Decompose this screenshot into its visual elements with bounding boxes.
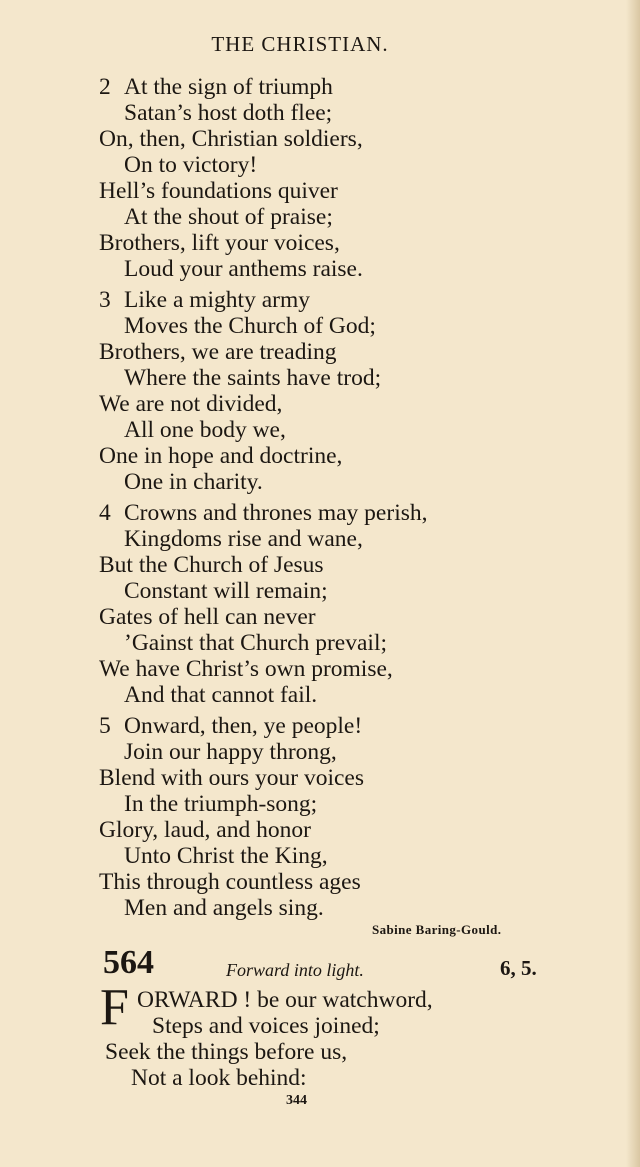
verse-line: In the triumph-song; (124, 791, 318, 817)
verse-line: One in hope and doctrine, (99, 443, 343, 469)
verse-number: 5 (99, 713, 111, 739)
verse-line: One in charity. (124, 469, 263, 495)
hymn-meter: 6, 5. (500, 956, 537, 980)
verse-line: Blend with ours your voices (99, 765, 364, 791)
verse-line: All one body we, (124, 417, 286, 443)
verse-line: ’Gainst that Church prevail; (124, 630, 387, 656)
verse-line: Kingdoms rise and wane, (124, 526, 363, 552)
verse-line: On to victory! (124, 152, 258, 178)
hymn-line: ORWARD ! be our watchword, (137, 987, 433, 1013)
hymn-line: Steps and voices joined; (152, 1013, 380, 1039)
verse-line: Gates of hell can never (99, 604, 316, 630)
page-header: THE CHRISTIAN. (211, 32, 389, 56)
verse-line: Men and angels sing. (124, 895, 324, 921)
verse-line: This through countless ages (99, 869, 361, 895)
verse-line: 3 Like a mighty army (99, 287, 310, 313)
page-number: 344 (286, 1093, 307, 1108)
verse-line: 5 Onward, then, ye people! (99, 713, 363, 739)
verse-line: Satan’s host doth flee; (124, 100, 333, 126)
drop-cap: F (100, 979, 129, 1036)
verse-line: Join our happy throng, (124, 739, 337, 765)
verse-line: Unto Christ the King, (124, 843, 328, 869)
hymn-line: Seek the things before us, (105, 1039, 348, 1065)
hymn-title: Forward into light. (226, 960, 364, 980)
verse-line: Loud your anthems raise. (124, 256, 363, 282)
verse-number: 4 (99, 500, 111, 526)
hymn-number: 564 (103, 944, 154, 981)
verse-line: On, then, Christian soldiers, (99, 126, 363, 152)
hymn-line: Not a look behind: (131, 1065, 307, 1091)
verse-line: Constant will remain; (124, 578, 328, 604)
verse-number: 2 (99, 74, 111, 100)
verse-line: And that cannot fail. (124, 682, 318, 708)
verse-line: 4 Crowns and thrones may perish, (99, 500, 428, 526)
verse-line: Hell’s foundations quiver (99, 178, 338, 204)
author-attribution: Sabine Baring-Gould. (372, 922, 502, 937)
verse-line: At the shout of praise; (124, 204, 333, 230)
verse-line: But the Church of Jesus (99, 552, 324, 578)
verse-line: Brothers, lift your voices, (99, 230, 340, 256)
verse-line: We have Christ’s own promise, (99, 656, 393, 682)
verse-line: Moves the Church of God; (124, 313, 376, 339)
verse-line: We are not divided, (99, 391, 283, 417)
verse-line: 2 At the sign of triumph (99, 74, 333, 100)
verse-number: 3 (99, 287, 111, 313)
page-edge (626, 0, 640, 1167)
verse-line: Where the saints have trod; (124, 365, 382, 391)
verse-line: Glory, laud, and honor (99, 817, 311, 843)
verse-line: Brothers, we are treading (99, 339, 337, 365)
